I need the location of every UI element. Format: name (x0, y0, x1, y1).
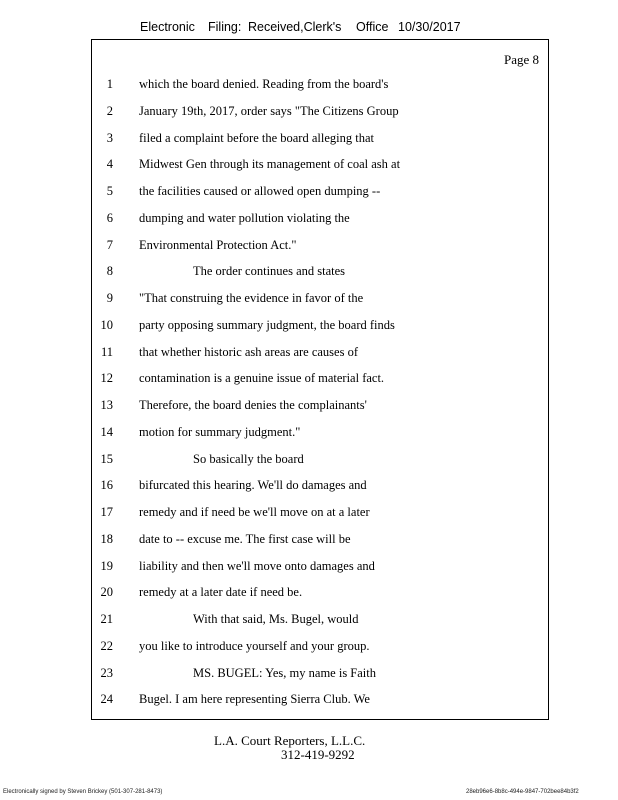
line-number: 20 (100, 585, 113, 600)
line-text: date to -- excuse me. The first case will be (139, 531, 351, 546)
line-number: 10 (100, 317, 113, 332)
line-number: 7 (106, 237, 113, 252)
transcript-line (92, 395, 548, 415)
line-number: 9 (106, 291, 113, 305)
court-reporter-firm: L.A. Court Reporters, L.L.C. (214, 733, 366, 748)
electronic-signature-note: Electronically signed by Steven Brickey (501-307-281-8473) (3, 789, 163, 795)
line-number: 16 (100, 478, 113, 493)
line-text: Bugel. I am here representing Sierra Club. We (139, 692, 370, 707)
transcript-line (92, 475, 548, 495)
line-number: 3 (106, 130, 113, 145)
transcript-line (92, 636, 548, 656)
transcript-line (92, 181, 548, 201)
line-text: bifurcated this hearing. We'll do damages and (139, 478, 367, 493)
line-number: 12 (100, 371, 113, 386)
transcript-line (92, 128, 548, 148)
line-number: 13 (100, 398, 113, 412)
court-reporter-phone: 312-419-9292 (281, 747, 355, 762)
line-number: 17 (100, 505, 113, 519)
transcript-line (92, 529, 548, 549)
line-text: The order continues and states (193, 264, 346, 279)
transcript-line (92, 288, 548, 308)
line-text: MS. BUGEL: Yes, my name is Faith (193, 665, 377, 680)
transcript-line (92, 235, 548, 255)
transcript-line (92, 261, 548, 281)
header-electronic: Electronic (140, 20, 195, 34)
header-office: Office (356, 20, 389, 34)
line-number: 4 (106, 157, 113, 172)
line-text: So basically the board (193, 451, 304, 466)
line-text: dumping and water pollution violating the (139, 210, 350, 225)
line-text: remedy at a later date if need be. (139, 585, 303, 600)
line-text: With that said, Ms. Bugel, would (193, 612, 359, 626)
transcript-line (92, 582, 548, 602)
line-text: party opposing summary judgment, the board finds (139, 317, 395, 332)
line-text: motion for summary judgment." (139, 424, 301, 439)
line-number: 24 (100, 692, 113, 707)
line-text: January 19th, 2017, order says "The Citizens Group (139, 103, 399, 118)
line-number: 8 (106, 264, 113, 279)
transcript-line (92, 689, 548, 709)
line-text: Environmental Protection Act." (139, 237, 297, 252)
line-text: contamination is a genuine issue of material fact. (139, 371, 385, 386)
line-number: 2 (106, 103, 113, 118)
transcript-line (92, 663, 548, 683)
transcript-line (92, 502, 548, 522)
header-received: Received,Clerk's (248, 20, 342, 34)
line-text: the facilities caused or allowed open dumping -- (139, 184, 381, 198)
filing-header (0, 20, 618, 38)
header-filing: Filing: (208, 20, 242, 34)
transcript-line (92, 101, 548, 121)
line-number: 22 (100, 638, 113, 653)
line-number: 6 (106, 210, 113, 225)
line-number: 19 (100, 558, 113, 573)
line-text: you like to introduce yourself and your group. (139, 638, 370, 653)
transcript-line (92, 368, 548, 388)
transcript-line (92, 154, 548, 174)
transcript-line (92, 609, 548, 629)
transcript-line (92, 74, 548, 94)
transcript-line (92, 422, 548, 442)
transcript-line (92, 556, 548, 576)
line-text: remedy and if need be we'll move on at a later (139, 505, 370, 519)
line-text: which the board denied. Reading from the board's (139, 77, 389, 91)
line-number: 5 (106, 184, 113, 198)
document-id: 28eb96e6-8b8c-494e-9847-702bee84b3f2 (466, 789, 579, 795)
line-text: Therefore, the board denies the complainants' (139, 398, 367, 412)
line-text: liability and then we'll move onto damages and (139, 558, 375, 573)
line-text: "That construing the evidence in favor of the (139, 291, 364, 305)
line-number: 1 (106, 77, 113, 91)
transcript-line (92, 208, 548, 228)
transcript-line (92, 449, 548, 469)
transcript-line (92, 315, 548, 335)
line-text: that whether historic ash areas are causes of (139, 344, 359, 359)
line-number: 15 (100, 451, 113, 466)
transcript-page (91, 39, 549, 720)
header-date: 10/30/2017 (398, 20, 461, 34)
line-number: 18 (100, 531, 113, 546)
line-number: 11 (100, 344, 113, 359)
page-number: Page 8 (503, 52, 539, 67)
transcript-line (92, 342, 548, 362)
line-text: filed a complaint before the board alleging that (139, 130, 374, 145)
line-text: Midwest Gen through its management of coal ash at (139, 157, 401, 172)
line-number: 21 (100, 612, 113, 626)
line-number: 14 (100, 424, 113, 439)
line-number: 23 (100, 665, 113, 680)
